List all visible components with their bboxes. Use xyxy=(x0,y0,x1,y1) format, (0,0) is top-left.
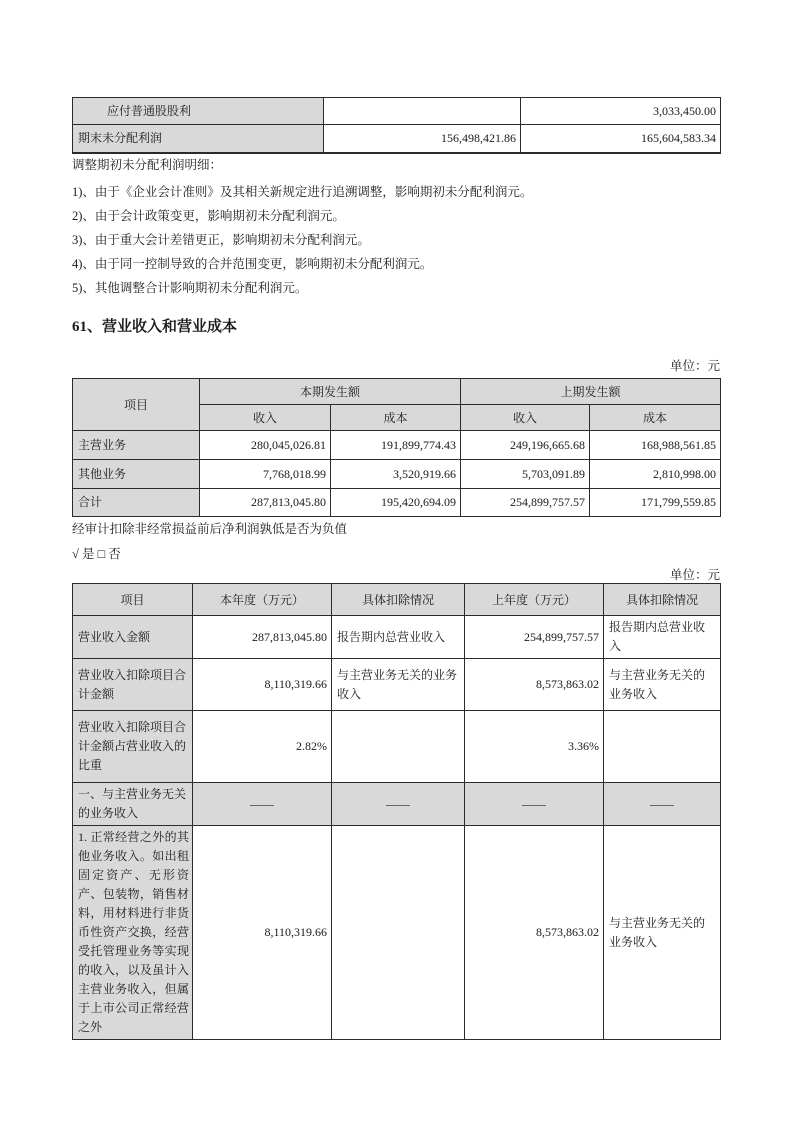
table-row xyxy=(73,616,721,659)
cell-value: 2.82% xyxy=(193,711,332,783)
current-value: 156,498,421.86 xyxy=(324,125,521,153)
row-label: 应付普通股股利 xyxy=(73,98,324,125)
cell-dash: —— xyxy=(465,783,604,826)
prior-value: 165,604,583.34 xyxy=(521,125,721,153)
row-label: 一、与主营业务无关的业务收入 xyxy=(73,783,193,826)
cell-value: 7,768,018.99 xyxy=(200,460,331,489)
adjustment-note-item: 4)、由于同一控制导致的合并范围变更，影响期初未分配利润元。 xyxy=(72,257,433,271)
table-row xyxy=(73,98,721,125)
table-row xyxy=(73,125,721,153)
audit-question: 经审计扣除非经常损益前后净利润孰低是否为负值 xyxy=(72,522,348,536)
row-label: 主营业务 xyxy=(73,431,200,460)
col-header-cost: 成本 xyxy=(331,405,461,431)
col-header-income: 收入 xyxy=(461,405,590,431)
unit-label: 单位：元 xyxy=(669,568,720,582)
cell-value: 171,799,559.85 xyxy=(590,489,721,517)
section-heading: 61、营业收入和营业成本 xyxy=(72,319,238,335)
cell-value: 254,899,757.57 xyxy=(465,616,604,659)
cell-note xyxy=(332,826,465,1040)
cell-note: 与主营业务无关的业务收入 xyxy=(604,826,721,1040)
adjustment-note-item: 1)、由于《企业会计准则》及其相关新规定进行追溯调整，影响期初未分配利润元。 xyxy=(72,185,533,199)
col-header-cost: 成本 xyxy=(590,405,721,431)
cell-note xyxy=(332,711,465,783)
cell-value: 8,110,319.66 xyxy=(193,659,332,711)
cell-dash: —— xyxy=(193,783,332,826)
row-label: 营业收入扣除项目合计金额 xyxy=(73,659,193,711)
cell-value: 8,573,863.02 xyxy=(465,659,604,711)
audit-answer: √ 是 □ 否 xyxy=(72,547,121,561)
cell-value: 8,110,319.66 xyxy=(193,826,332,1040)
table-row xyxy=(73,460,721,489)
cell-note xyxy=(604,711,721,783)
cell-note: 报告期内总营业收入 xyxy=(332,616,465,659)
cell-value: 168,988,561.85 xyxy=(590,431,721,460)
cell-note: 报告期内总营业收入 xyxy=(604,616,721,659)
adjustment-notes-title: 调整期初未分配利润明细： xyxy=(72,158,223,172)
row-label: 1. 正常经营之外的其他业务收入。如出租固定资产、无形资产、包装物，销售材料，用材料进行非货币性资产交换，经营受托管理业务等实现的收入，以及虽计入主营业务收入，但属于上市公司正常经营之外 xyxy=(73,826,193,1040)
cell-value: 254,899,757.57 xyxy=(461,489,590,517)
col-header-current-year: 本年度（万元） xyxy=(193,584,332,616)
table-row xyxy=(73,659,721,711)
adjustment-note-item: 5)、其他调整合计影响期初未分配利润元。 xyxy=(72,281,308,295)
header-row xyxy=(73,584,721,616)
table-row xyxy=(73,826,721,1040)
col-header-current-period: 本期发生额 xyxy=(200,379,461,405)
cell-value: 249,196,665.68 xyxy=(461,431,590,460)
row-label: 营业收入扣除项目合计金额占营业收入的比重 xyxy=(73,711,193,783)
cell-value: 8,573,863.02 xyxy=(465,826,604,1040)
adjustment-note-item: 3)、由于重大会计差错更正，影响期初未分配利润元。 xyxy=(72,233,370,247)
cell-value: 5,703,091.89 xyxy=(461,460,590,489)
cell-value: 3.36% xyxy=(465,711,604,783)
col-header-deduction-detail: 具体扣除情况 xyxy=(604,584,721,616)
cell-dash: —— xyxy=(332,783,465,826)
cell-value: 191,899,774.43 xyxy=(331,431,461,460)
cell-value: 287,813,045.80 xyxy=(200,489,331,517)
undistributed-profit-table xyxy=(72,97,721,154)
current-value xyxy=(324,98,521,125)
table-row xyxy=(73,783,721,826)
row-label: 期末未分配利润 xyxy=(73,125,324,153)
revenue-deduction-table xyxy=(72,583,721,1040)
cell-dash: —— xyxy=(604,783,721,826)
table-row xyxy=(73,489,721,517)
table-row xyxy=(73,711,721,783)
cell-value: 195,420,694.09 xyxy=(331,489,461,517)
adjustment-note-item: 2)、由于会计政策变更，影响期初未分配利润元。 xyxy=(72,209,345,223)
row-label: 合计 xyxy=(73,489,200,517)
cell-value: 287,813,045.80 xyxy=(193,616,332,659)
prior-value: 3,033,450.00 xyxy=(521,98,721,125)
table-row xyxy=(73,431,721,460)
row-label: 其他业务 xyxy=(73,460,200,489)
col-header-item: 项目 xyxy=(73,584,193,616)
col-header-item: 项目 xyxy=(73,379,200,431)
col-header-prior-year: 上年度（万元） xyxy=(465,584,604,616)
header-row xyxy=(73,379,721,405)
cell-note: 与主营业务无关的业务收入 xyxy=(604,659,721,711)
row-label: 营业收入金额 xyxy=(73,616,193,659)
revenue-cost-table xyxy=(72,378,721,517)
unit-label: 单位：元 xyxy=(669,359,720,373)
col-header-prior-period: 上期发生额 xyxy=(461,379,721,405)
cell-value: 2,810,998.00 xyxy=(590,460,721,489)
col-header-deduction-detail: 具体扣除情况 xyxy=(332,584,465,616)
cell-note: 与主营业务无关的业务收入 xyxy=(332,659,465,711)
col-header-income: 收入 xyxy=(200,405,331,431)
cell-value: 3,520,919.66 xyxy=(331,460,461,489)
cell-value: 280,045,026.81 xyxy=(200,431,331,460)
